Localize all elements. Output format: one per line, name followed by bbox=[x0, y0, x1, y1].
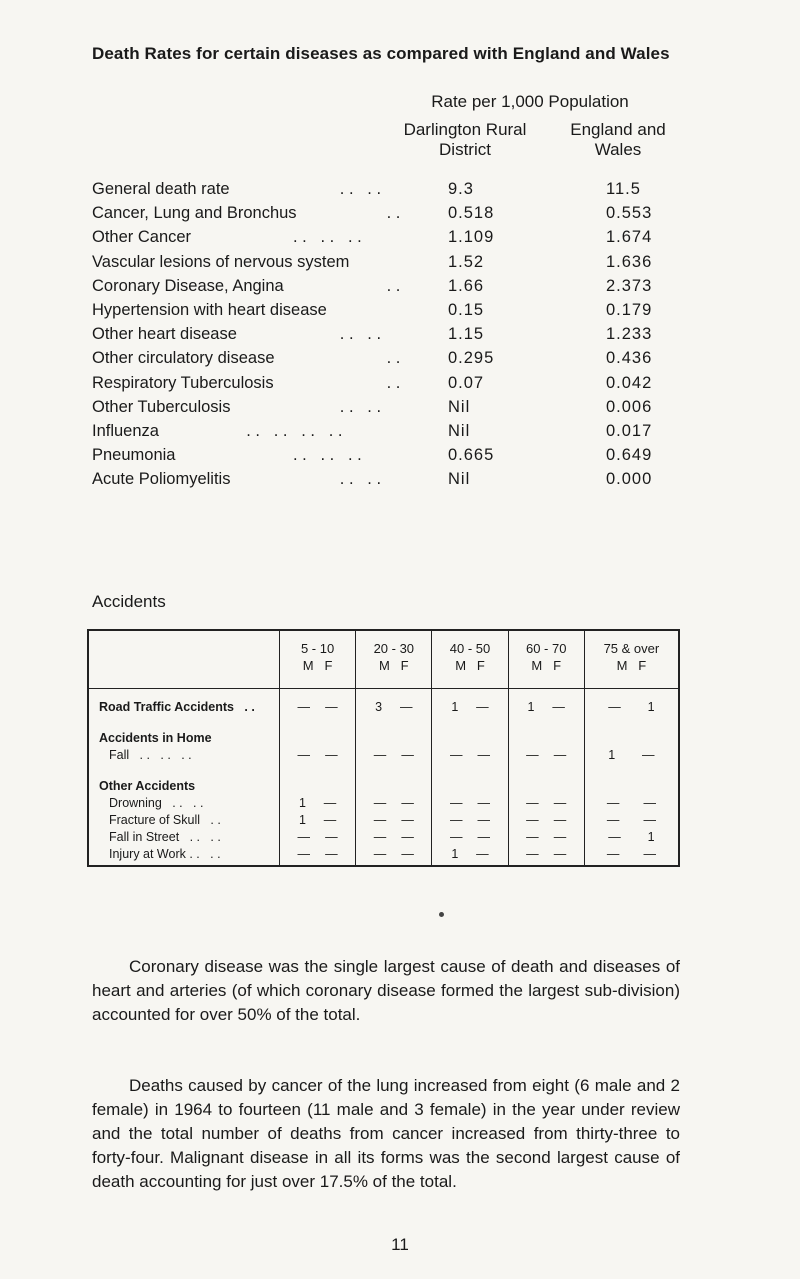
accident-count-cell bbox=[432, 846, 508, 866]
accident-label-cell bbox=[88, 812, 280, 829]
accident-count-female: — bbox=[401, 748, 414, 762]
accident-count-female: — bbox=[477, 748, 491, 762]
accident-count-female: 1 bbox=[647, 830, 655, 844]
accident-count-male: 3 bbox=[375, 700, 383, 714]
age-group-label: 5 - 10 bbox=[300, 641, 335, 656]
accident-count-female: — bbox=[643, 847, 656, 861]
rate-england-value: 11.5 bbox=[606, 180, 641, 198]
age-group-label: 75 & over bbox=[603, 641, 660, 656]
rate-row bbox=[92, 446, 692, 470]
accident-count-female: — bbox=[477, 796, 491, 810]
accident-row bbox=[88, 846, 679, 866]
accident-count-cell bbox=[584, 812, 679, 829]
accident-label: Fall . . . . . . bbox=[109, 748, 192, 762]
accident-count-female: — bbox=[476, 700, 489, 714]
sex-label: M F bbox=[455, 658, 485, 673]
rate-darlington-value: Nil bbox=[448, 470, 471, 489]
accident-count-male: — bbox=[608, 700, 621, 714]
age-group-label: 20 - 30 bbox=[373, 641, 415, 656]
rate-row bbox=[92, 253, 692, 277]
age-group-header bbox=[432, 630, 508, 689]
accident-count-male: — bbox=[606, 796, 620, 810]
accident-count-male: — bbox=[373, 796, 387, 810]
rate-label: Coronary Disease, Angina bbox=[92, 276, 284, 295]
rate-england-value: 0.436 bbox=[606, 349, 653, 368]
accident-count-male: — bbox=[297, 700, 311, 714]
rate-label: Cancer, Lung and Bronchus bbox=[92, 204, 297, 223]
rate-england-value: 1.233 bbox=[606, 325, 653, 344]
accident-label-cell bbox=[88, 795, 280, 812]
rates-header-england-line2: Wales bbox=[594, 140, 642, 159]
accident-count-male: — bbox=[449, 748, 463, 762]
accidents-heading: Accidents bbox=[92, 592, 166, 611]
accident-count-cell bbox=[356, 812, 432, 829]
rate-darlington-value: 1.52 bbox=[448, 252, 485, 271]
sex-label: M F bbox=[531, 658, 562, 673]
rate-row bbox=[92, 204, 692, 228]
rate-leader-dots: . . bbox=[386, 276, 401, 295]
rates-header-darlington bbox=[390, 120, 540, 160]
rate-leader-dots: . . . . . . bbox=[293, 446, 362, 465]
rate-row bbox=[92, 325, 692, 349]
accident-count-male: 1 bbox=[298, 813, 306, 827]
accident-count-cell bbox=[584, 747, 679, 764]
rate-label: Acute Poliomyelitis bbox=[92, 470, 231, 489]
rate-darlington-value: 0.15 bbox=[448, 301, 485, 319]
rate-label: Influenza bbox=[92, 422, 159, 440]
rate-england-value: 0.000 bbox=[606, 470, 653, 489]
accident-count-cell bbox=[508, 846, 584, 866]
accident-label: Drowning . . . . bbox=[109, 796, 204, 810]
rate-label: General death rate bbox=[92, 180, 230, 198]
accident-row bbox=[88, 764, 679, 795]
rate-darlington-value: 1.15 bbox=[448, 325, 485, 344]
accident-count-cell bbox=[508, 812, 584, 829]
accident-count-female: — bbox=[325, 748, 338, 762]
accident-count-cell bbox=[280, 716, 356, 747]
accident-count-female: — bbox=[323, 813, 337, 827]
accident-count-female: — bbox=[552, 700, 565, 714]
accident-label-cell bbox=[88, 846, 280, 866]
rate-label: Other circulatory disease bbox=[92, 349, 275, 368]
accident-count-male: — bbox=[373, 847, 387, 861]
accident-count-male: — bbox=[526, 830, 539, 844]
accident-row bbox=[88, 829, 679, 846]
rate-england-value: 0.553 bbox=[606, 204, 653, 223]
accident-count-male: 1 bbox=[608, 748, 616, 762]
age-group-header bbox=[508, 630, 584, 689]
accident-row bbox=[88, 812, 679, 829]
accident-count-female: — bbox=[553, 830, 567, 844]
rate-label: Vascular lesions of nervous system bbox=[92, 252, 350, 271]
accident-count-female: — bbox=[643, 796, 656, 810]
accident-row bbox=[88, 689, 679, 717]
accidents-header-row bbox=[88, 630, 679, 689]
rate-row bbox=[92, 349, 692, 373]
accident-count-female: — bbox=[401, 847, 414, 861]
accident-count-female: — bbox=[325, 830, 338, 844]
accident-count-cell bbox=[584, 716, 679, 747]
accident-count-cell bbox=[584, 829, 679, 846]
sex-label: M F bbox=[302, 658, 333, 673]
paragraph-coronary-text: Coronary disease was the single largest cause of death and diseases of heart and arteries (of which coronary disease formed the largest sub-division) accounted for over 50% of the total. bbox=[92, 957, 680, 1024]
rate-row bbox=[92, 422, 692, 446]
accident-label: Injury at Work . . . . bbox=[109, 847, 221, 861]
accident-count-male: — bbox=[297, 847, 311, 861]
accident-count-cell bbox=[280, 812, 356, 829]
accident-count-cell bbox=[508, 689, 584, 717]
accident-count-cell bbox=[508, 747, 584, 764]
accident-count-female: — bbox=[401, 830, 414, 844]
accident-label-cell bbox=[88, 829, 280, 846]
accident-count-cell bbox=[432, 812, 508, 829]
age-group-header bbox=[356, 630, 432, 689]
accident-count-female: — bbox=[553, 748, 567, 762]
accident-count-cell bbox=[432, 829, 508, 846]
rate-england-value: 0.006 bbox=[606, 397, 653, 416]
accident-count-cell bbox=[356, 747, 432, 764]
rate-england-value: 2.373 bbox=[606, 276, 653, 295]
accident-row bbox=[88, 747, 679, 764]
rate-row bbox=[92, 277, 692, 301]
accident-label: Fall in Street . . . . bbox=[109, 830, 221, 844]
accident-count-cell bbox=[432, 716, 508, 747]
accident-label-cell bbox=[88, 764, 280, 795]
accident-count-cell bbox=[432, 795, 508, 812]
accident-count-female: — bbox=[323, 796, 337, 810]
accident-count-cell bbox=[280, 795, 356, 812]
accident-label: Other Accidents bbox=[99, 779, 196, 793]
accident-count-cell bbox=[432, 747, 508, 764]
accident-label: Road Traffic Accidents . . bbox=[99, 700, 255, 714]
accident-count-female: — bbox=[477, 813, 491, 827]
accident-count-male: — bbox=[449, 813, 463, 827]
accident-count-male: 1 bbox=[451, 700, 459, 714]
rate-darlington-value: 9.3 bbox=[448, 180, 474, 198]
accident-count-cell bbox=[508, 764, 584, 795]
accident-count-male: — bbox=[608, 830, 621, 844]
accident-count-cell bbox=[356, 689, 432, 717]
rate-darlington-value: 0.518 bbox=[448, 204, 495, 223]
rate-darlington-value: 1.66 bbox=[448, 276, 485, 295]
accident-count-female: — bbox=[642, 748, 655, 762]
rates-header-england bbox=[548, 120, 688, 160]
accident-count-male: — bbox=[449, 796, 463, 810]
sex-label: M F bbox=[616, 658, 647, 673]
accident-count-female: — bbox=[477, 830, 491, 844]
accident-count-cell bbox=[356, 716, 432, 747]
accidents-table bbox=[87, 629, 680, 867]
accident-count-cell bbox=[584, 846, 679, 866]
accident-count-male: — bbox=[606, 813, 620, 827]
rate-darlington-value: 0.665 bbox=[448, 446, 495, 465]
rate-leader-dots: . . . . bbox=[339, 180, 382, 198]
accident-count-cell bbox=[356, 846, 432, 866]
rate-label: Hypertension with heart disease bbox=[92, 301, 327, 319]
accident-count-cell bbox=[356, 829, 432, 846]
rate-england-value: 0.042 bbox=[606, 373, 653, 392]
rate-row bbox=[92, 180, 692, 204]
rate-darlington-value: Nil bbox=[448, 397, 471, 416]
age-group-label: 60 - 70 bbox=[525, 641, 567, 656]
age-group-header bbox=[584, 630, 679, 689]
accident-count-male: — bbox=[526, 813, 539, 827]
rates-header-darlington-line1: Darlington Rural bbox=[403, 120, 527, 139]
rate-darlington-value: 1.109 bbox=[448, 228, 495, 247]
accident-count-female: 1 bbox=[647, 700, 655, 714]
rate-row bbox=[92, 301, 692, 325]
accident-count-female: — bbox=[325, 847, 338, 861]
accident-count-male: 1 bbox=[298, 796, 306, 810]
rate-england-value: 1.674 bbox=[606, 228, 653, 247]
sex-label: M F bbox=[379, 658, 409, 673]
accident-label-cell bbox=[88, 716, 280, 747]
accident-count-female: — bbox=[325, 700, 338, 714]
accident-count-male: — bbox=[297, 830, 311, 844]
rate-label: Pneumonia bbox=[92, 446, 176, 465]
accident-count-female: — bbox=[553, 813, 567, 827]
accident-count-male: — bbox=[373, 748, 387, 762]
page-title: Death Rates for certain diseases as compared with England and Wales bbox=[92, 44, 670, 63]
rate-leader-dots: . . . . . . bbox=[293, 228, 362, 247]
paragraph-coronary bbox=[92, 955, 680, 1027]
accident-count-male: — bbox=[526, 748, 539, 762]
accident-count-male: 1 bbox=[527, 700, 535, 714]
accident-count-cell bbox=[508, 829, 584, 846]
rate-label: Other heart disease bbox=[92, 325, 237, 344]
accident-count-male: — bbox=[606, 847, 620, 861]
accident-count-female: — bbox=[399, 700, 413, 714]
accident-count-cell bbox=[584, 689, 679, 717]
rates-header-top: Rate per 1,000 Population bbox=[431, 92, 629, 111]
paragraph-cancer-text: Deaths caused by cancer of the lung increased from eight (6 male and 2 female) in 1964 to fourteen (11 male and 3 female) in the year under review and the total number of deaths from cancer increased from thirty-three to forty-four. Malignant disease in all its forms was the second largest cause of death accounting for just over 17.5% of the total. bbox=[92, 1076, 680, 1191]
accident-count-cell bbox=[508, 716, 584, 747]
rate-leader-dots: . . . . . . . . bbox=[246, 422, 343, 440]
accident-count-female: — bbox=[643, 813, 656, 827]
accident-count-cell bbox=[508, 795, 584, 812]
rates-header-england-line1: England and bbox=[570, 120, 666, 139]
rate-label: Other Tuberculosis bbox=[92, 397, 231, 416]
accident-count-cell bbox=[432, 764, 508, 795]
rate-row bbox=[92, 374, 692, 398]
rate-leader-dots: . . . . bbox=[339, 470, 382, 489]
rate-leader-dots: . . . . bbox=[339, 397, 382, 416]
accident-label: Accidents in Home bbox=[99, 731, 212, 745]
rate-leader-dots: . . bbox=[386, 204, 401, 223]
rate-leader-dots: . . . . bbox=[339, 325, 382, 344]
rate-row bbox=[92, 470, 692, 494]
rates-header-darlington-line2: District bbox=[439, 140, 491, 159]
accident-label-cell bbox=[88, 747, 280, 764]
accident-count-cell bbox=[280, 846, 356, 866]
accident-count-male: — bbox=[373, 830, 387, 844]
accident-count-cell bbox=[584, 764, 679, 795]
accident-count-female: — bbox=[553, 796, 567, 810]
rate-label: Respiratory Tuberculosis bbox=[92, 373, 274, 392]
accident-row bbox=[88, 795, 679, 812]
rate-england-value: 0.649 bbox=[606, 446, 653, 465]
rate-row bbox=[92, 398, 692, 422]
rate-darlington-value: Nil bbox=[448, 422, 471, 440]
bullet-mark bbox=[439, 912, 444, 917]
accident-count-cell bbox=[356, 764, 432, 795]
accident-count-male: 1 bbox=[451, 847, 459, 861]
accident-label: Fracture of Skull . . bbox=[109, 813, 221, 827]
accident-count-cell bbox=[432, 689, 508, 717]
rate-darlington-value: 0.295 bbox=[448, 349, 495, 368]
accident-row bbox=[88, 716, 679, 747]
accident-count-cell bbox=[280, 689, 356, 717]
rate-leader-dots: . . bbox=[386, 373, 401, 392]
rate-england-value: 0.017 bbox=[606, 422, 653, 440]
accident-count-female: — bbox=[476, 847, 489, 861]
accident-count-male: — bbox=[297, 748, 311, 762]
page-number: 11 bbox=[391, 1235, 409, 1254]
accident-count-female: — bbox=[553, 847, 567, 861]
accident-count-cell bbox=[584, 795, 679, 812]
accident-count-cell bbox=[356, 795, 432, 812]
rate-england-value: 1.636 bbox=[606, 252, 653, 271]
accident-count-cell bbox=[280, 747, 356, 764]
rate-label: Other Cancer bbox=[92, 228, 192, 247]
rate-leader-dots: . . bbox=[386, 349, 401, 368]
rate-england-value: 0.179 bbox=[606, 301, 653, 319]
accident-label-cell bbox=[88, 689, 280, 717]
rate-darlington-value: 0.07 bbox=[448, 373, 485, 392]
paragraph-cancer bbox=[92, 1074, 680, 1194]
rate-row bbox=[92, 228, 692, 252]
accident-count-female: — bbox=[401, 813, 414, 827]
accident-count-female: — bbox=[401, 796, 414, 810]
age-group-label: 40 - 50 bbox=[449, 641, 491, 656]
age-group-header bbox=[280, 630, 356, 689]
accidents-header-blank bbox=[88, 630, 280, 689]
accident-count-cell bbox=[280, 829, 356, 846]
accident-count-male: — bbox=[449, 830, 463, 844]
accident-count-male: — bbox=[526, 796, 539, 810]
accident-count-male: — bbox=[373, 813, 387, 827]
accident-count-cell bbox=[280, 764, 356, 795]
accident-count-male: — bbox=[526, 847, 539, 861]
